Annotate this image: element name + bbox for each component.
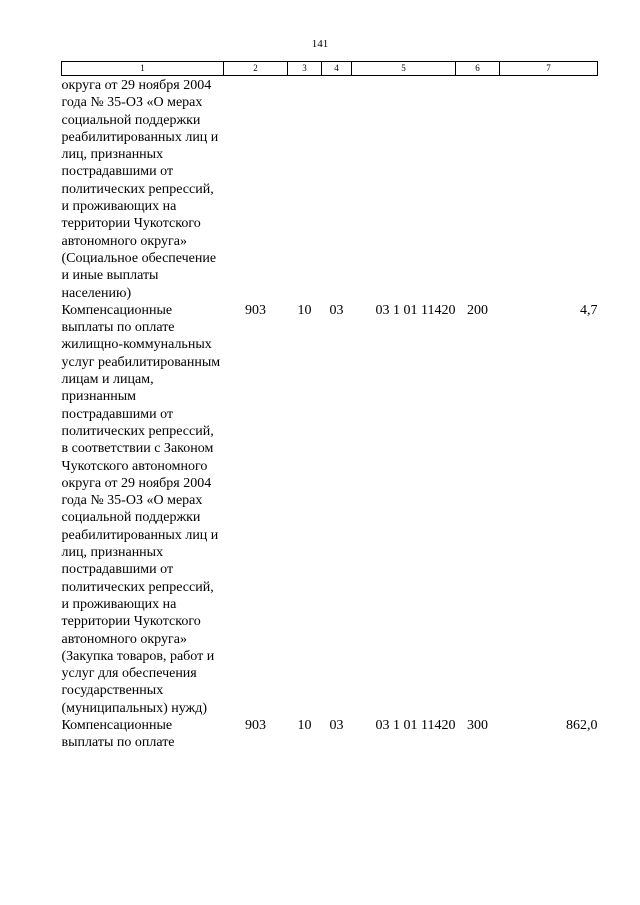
section-cell: 10 [297, 302, 312, 318]
target-article-cell [352, 76, 456, 302]
column-header: 2 [224, 62, 288, 76]
page-number: 141 [311, 38, 329, 50]
amount-cell [500, 76, 598, 302]
expense-name-cell: Компенсационные выплаты по оплате [61, 717, 175, 751]
section-cell: 10 [297, 717, 312, 733]
ministry-code-cell [224, 76, 288, 302]
column-header: 3 [288, 62, 322, 76]
amount-cell: 862,0 [566, 717, 598, 733]
expense-type-cell [456, 76, 500, 302]
subsection-cell: 03 [329, 302, 344, 318]
column-header: 1 [62, 62, 224, 76]
table-header-row [62, 62, 598, 76]
ministry-code-cell: 903 [245, 717, 266, 733]
section-cell [288, 76, 322, 302]
target-article-cell: 03 1 01 11420 [375, 717, 456, 733]
table-row [62, 717, 598, 752]
ministry-code-cell: 903 [245, 302, 266, 318]
expense-name-cell: округа от 29 ноября 2004 года № 35-ОЗ «О мерах социальной поддержки реабилитированных лиц и лиц, признанных пострадавшими от политических репрессий, и проживающих на территории Чукотского автономного округа» (Социальное обеспечение и иные выплаты населению) [61, 78, 219, 301]
amount-cell: 4,7 [580, 302, 598, 318]
target-article-cell: 03 1 01 11420 [375, 302, 456, 318]
column-header: 4 [322, 62, 352, 76]
expense-name-cell: Компенсационные выплаты по оплате жилищно-коммунальных услуг реабилитированным лицам и лицам, признанным пострадавшими от политических репрессий, в соответствии с Законом Чукотского автономного округа от 29 ноября 2004 года № 35-ОЗ «О мерах социальной поддержки реабилитированных лиц и лиц, признанных пострадавшими от политических репрессий, и проживающих на территории Чукотского автономного округа» (Закупка товаров, работ и услуг для обеспечения государственных (муниципальных) нужд) [61, 302, 221, 716]
column-header: 7 [500, 62, 598, 76]
table-row [62, 76, 598, 302]
column-header: 5 [352, 62, 456, 76]
subsection-cell: 03 [329, 717, 344, 733]
budget-table [61, 61, 598, 752]
subsection-cell [322, 76, 352, 302]
table-row [62, 302, 598, 717]
expense-type-cell: 300 [467, 717, 488, 733]
expense-type-cell: 200 [467, 302, 488, 318]
column-header: 6 [456, 62, 500, 76]
